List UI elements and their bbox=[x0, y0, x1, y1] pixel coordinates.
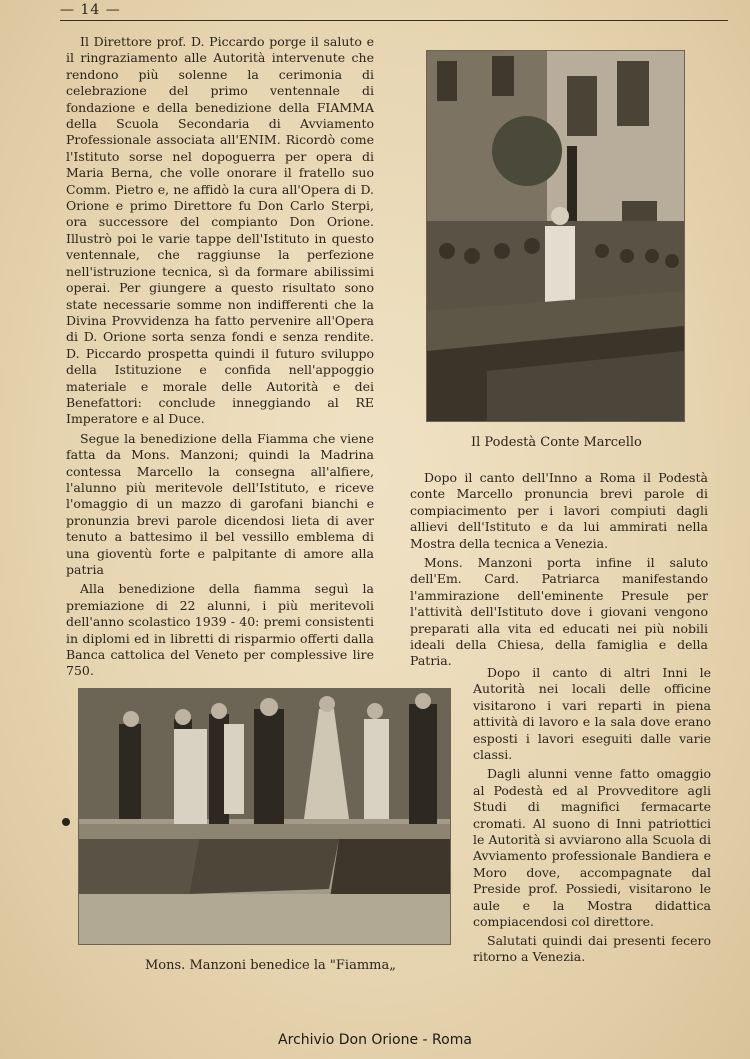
paragraph: Dopo il canto di altri Inni le Autorità nei locali delle officine visitarono i vari reparti in piena attività di lavoro e la sala dove erano esposti i lavori eseguiti dalle varie classi. bbox=[473, 665, 711, 763]
paragraph: Dagli alunni venne fatto omaggio al Podestà ed al Provveditore agli Studi di magnifici fermacarte cromati. Al suono di Inni patriottici le Autorità si avviarono alla Scuola di Avviamento professionale Bandiera e Moro dove, accompagnate dal Preside prof. Possiedi, visitarono le aule e la Mostra didattica compiacendosi col direttore. bbox=[473, 766, 711, 930]
binding-hole bbox=[62, 818, 70, 826]
article-left-column bbox=[66, 34, 374, 680]
header-rule bbox=[60, 20, 728, 21]
photo-caption-podesta: Il Podestà Conte Marcello bbox=[471, 435, 642, 450]
paragraph: Salutati quindi dai presenti fecero ritorno a Venezia. bbox=[473, 932, 711, 964]
archive-footer: Archivio Don Orione - Roma bbox=[278, 1032, 472, 1048]
photo-podesta bbox=[426, 50, 685, 422]
paragraph: Segue la benedizione della Fiamma che viene fatta da Mons. Manzoni; quindi la Madrina contessa Marcello la consegna all'alfiere, l'alunno più meritevole dell'Istituto, e riceve l'omaggio di un mazzo di garofani bianchi e pronunzia brevi parole dicendosi lieta di aver tenuto a battesimo il bel vessillo emblema di una gioventù forte e palpitante di amore alla patria bbox=[66, 430, 374, 577]
photo-benediction-image bbox=[79, 689, 450, 944]
article-right-column-top bbox=[410, 470, 708, 670]
photo-caption-benediction: Mons. Manzoni benedice la "Fiamma„ bbox=[145, 958, 396, 973]
photo-benediction bbox=[78, 688, 451, 945]
article-right-column-bottom bbox=[473, 665, 711, 965]
page-number: — 14 — bbox=[60, 2, 121, 18]
paragraph: Alla benedizione della fiamma seguì la premiazione di 22 alunni, i più meritevoli dell'anno scolastico 1939 - 40: premi consistenti in diplomi ed in libretti di risparmio offerti dalla Banca cattolica del Veneto per complessive lire 750. bbox=[66, 581, 374, 679]
paragraph: Dopo il canto dell'Inno a Roma il Podestà conte Marcello pronuncia brevi parole di compiacimento per i lavori compiuti dagli allievi dell'Istituto e da lui ammirati nella Mostra della tecnica a Venezia. bbox=[410, 470, 708, 551]
photo-podesta-image bbox=[427, 51, 684, 421]
paragraph: Mons. Manzoni porta infine il saluto dell'Em. Card. Patriarca manifestando l'ammirazione dell'eminente Presule per l'attività dell'Istituto dove i giovani vengono preparati alla vita ed educati nei più nobili ideali della Chiesa, della famiglia e della Patria. bbox=[410, 555, 708, 669]
paragraph: Il Direttore prof. D. Piccardo porge il saluto e il ringraziamento alle Autorità intervenute che rendono più solenne la cerimonia di celebrazione del primo ventennale di fondazione e della benedizione della FIAMMA della Scuola Secondaria di Avviamento Professionale associata all'ENIM. Ricordò come l'Istituto sorse nel dopoguerra per opera di Maria Berna, che volle onorare il fratello suo Comm. Pietro e, ne affidò la cura all'Opera di D. Orione e primo Direttore fu Don Carlo Sterpi, ora successore del compianto Don Orione. Illustrò poi le varie tappe dell'Istituto in questo ventennale, che raggiunse la perfezione nell'istruzione tecnica, sì da formare abilissimi operai. Per giungere a questo risultato sono state necessarie somme non indifferenti che la Divina Provvidenza ha fatto pervenire all'Opera di D. Orione sorta senza fondi e senza rendite. D. Piccardo prospetta quindi il futuro sviluppo della Istituzione e confida nell'appoggio materiale e morale delle Autorità e dei Benefattori: conclude inneggiando al RE Imperatore e al Duce. bbox=[66, 34, 374, 427]
